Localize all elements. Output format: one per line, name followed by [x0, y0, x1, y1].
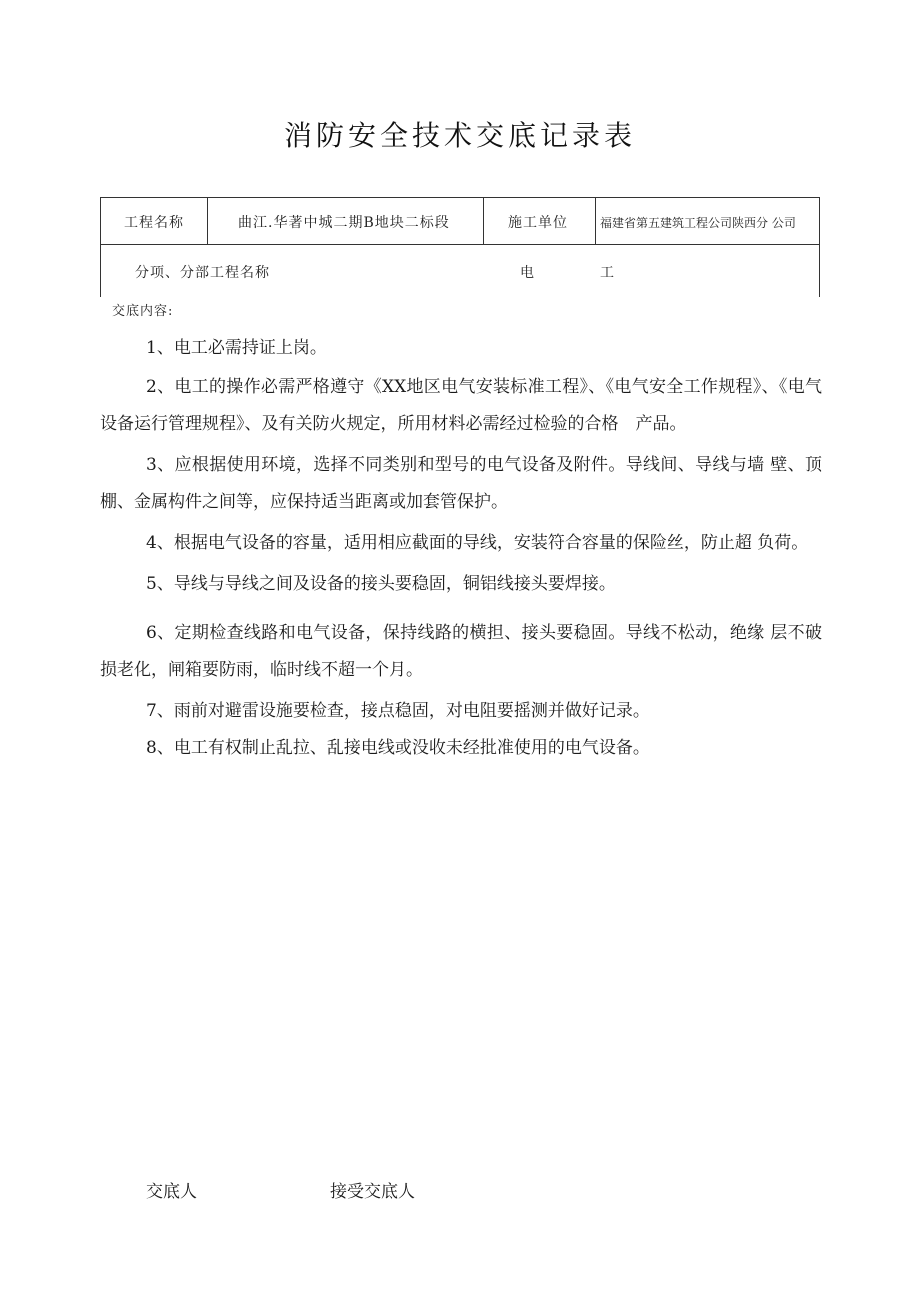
table-border-top — [100, 197, 820, 198]
list-item: 5、导线与导线之间及设备的接头要稳固，铜铝线接头要焊接。 — [146, 574, 616, 594]
header-table — [100, 197, 820, 297]
list-item: 7、雨前对避雷设施要检查，接点稳固，对电阻要摇测并做好记录。 — [146, 701, 650, 721]
list-item: 8、电工有权制止乱拉、乱接电线或没收未经批准使用的电气设备。 — [146, 738, 650, 758]
sub-project-label: 分项、分部工程名称 — [135, 265, 270, 281]
signature-receiver: 接受交底人 — [330, 1182, 415, 1202]
list-item: 6、定期检查线路和电气设备，保持线路的横担、接头要稳固。导线不松动，绝缘 层不破损老化，闸箱要防雨，临时线不超一个月。 — [100, 623, 822, 680]
signature-giver: 交底人 — [146, 1182, 197, 1202]
table-border-middle — [100, 244, 820, 245]
construction-unit-label: 施工单位 — [508, 215, 568, 231]
project-name-label: 工程名称 — [124, 215, 184, 231]
list-item: 2、电工的操作必需严格遵守《XX地区电气安装标准工程》、《电气安全工作规程》、《电气设备运行管理规程》、及有关防火规定，所用材料必需经过检验的合格 产品。 — [100, 377, 822, 434]
content-label: 交底内容: — [112, 304, 174, 319]
construction-unit-value: 福建省第五建筑工程公司陕西分 公司 — [600, 216, 796, 230]
sub-project-value-1: 电 — [520, 265, 535, 281]
table-divider-1 — [207, 197, 208, 244]
table-divider-2 — [483, 197, 484, 244]
table-border-right — [819, 197, 820, 297]
project-name-value: 曲江.华著中城二期B地块二标段 — [238, 215, 450, 231]
list-item: 1、电工必需持证上岗。 — [146, 338, 327, 358]
sub-project-value-2: 工 — [600, 265, 615, 281]
table-divider-3 — [595, 197, 596, 244]
briefing-content — [100, 330, 822, 767]
page-title: 消防安全技术交底记录表 — [283, 119, 636, 152]
table-border-left — [100, 197, 101, 297]
list-item: 3、应根据使用环境，选择不同类别和型号的电气设备及附件。导线间、导线与墙 壁、顶棚、金属构件之间等，应保持适当距离或加套管保护。 — [100, 455, 822, 512]
list-item: 4、根据电气设备的容量，适用相应截面的导线，安装符合容量的保险丝，防止超 负荷。 — [146, 533, 809, 553]
